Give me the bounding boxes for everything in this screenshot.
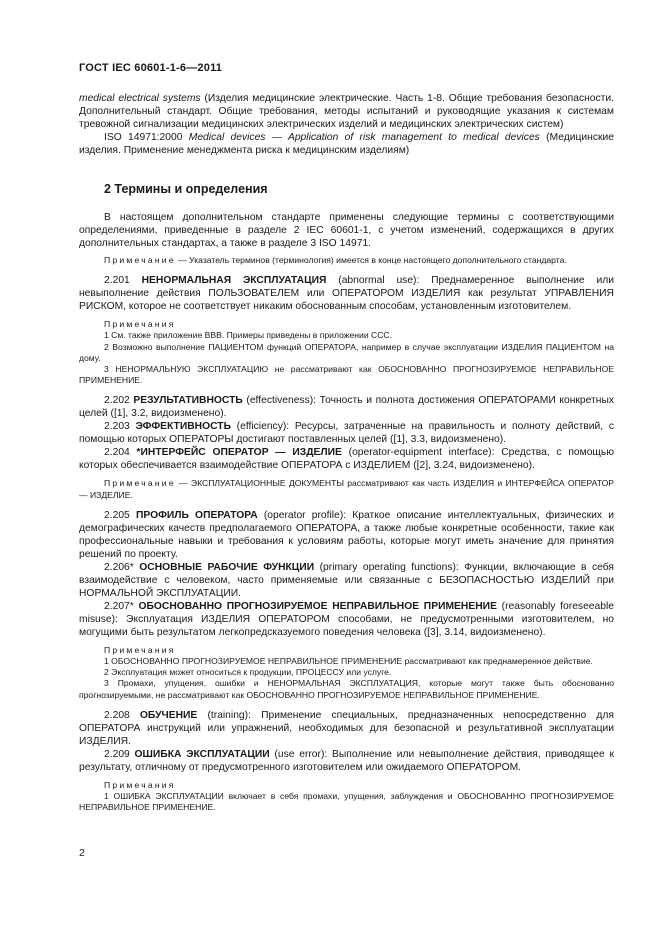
note-item: 2 Возможно выполнение ПАЦИЕНТОМ функций ОПЕРАТОРА, например в случае эксплуатации ИЗДЕЛИЯ ПАЦИЕНТОМ на дому. [79, 341, 614, 363]
term-2-204: 2.204 *ИНТЕРФЕЙС ОПЕРАТОР — ИЗДЕЛИЕ (operator-equipment interface): Средства, с помощью которых обеспечивается взаимодействие ОПЕРАТОРА с ИЗДЕЛИЕМ ([2], 3.24, видоизменено). [79, 447, 614, 472]
term-name: ОСНОВНЫЕ РАБОЧИЕ ФУНКЦИИ [139, 561, 315, 573]
notes-label: Примечания [104, 644, 176, 655]
term-name: РЕЗУЛЬТАТИВНОСТЬ [133, 395, 243, 407]
term-2-201: 2.201 НЕНОРМАЛЬНАЯ ЭКСПЛУАТАЦИЯ (abnormal use): Преднамеренное выполнение или невыполнение действия ПОЛЬЗОВАТЕЛЕМ или ОПЕРАТОРОМ ИЗДЕЛИЯ как результат УПРАВЛЕНИЯ РИСКОМ, которое не соответствует никаким обоснованным способам, установленным изготовителем. [79, 275, 614, 313]
term-name: НЕНОРМАЛЬНАЯ ЭКСПЛУАТАЦИЯ [141, 275, 327, 287]
term-2-203: 2.203 ЭФФЕКТИВНОСТЬ (efficiency): Ресурсы, затраченные на правильность и полноту действий, с помощью которых ОПЕРАТОРЫ достигают поставленных целей ([1], 3.3, видоизменено). [79, 421, 614, 446]
note-item: 2 Эксплуатация может относиться к продукции, ПРОЦЕССУ или услуге. [104, 667, 392, 678]
term-name: ОБОСНОВАННО ПРОГНОЗИРУЕМОЕ НЕПРАВИЛЬНОЕ ПРИМЕНЕНИЕ [138, 600, 497, 612]
reference-iec-60601-1-8: medical electrical systems (Изделия медицинские электрические. Часть 1-8. Общие требования безопасности. Дополнительный стандарт. Общие требования, методы испытаний и руководящие указания к системам тревожной сигнализации медицинских электрических изделий и медицинских электрических систем) [79, 93, 614, 130]
term-2-202: 2.202 РЕЗУЛЬТАТИВНОСТЬ (effectiveness): Точность и полнота достижения ОПЕРАТОРАМИ конкретных целей ([1], 3.2, видоизменено). [79, 395, 614, 420]
term-2-208: 2.208 ОБУЧЕНИЕ (training): Применение специальных, предназначенных непосредственно для ОПЕРАТОРА инструкций или упражнений, необходимых для безопасной и результативной эксплуатации ИЗДЕЛИЯ. [79, 709, 614, 747]
term-2-209: 2.209 ОШИБКА ЭКСПЛУАТАЦИИ (use error): Выполнение или невыполнение действия, приводящее к результату, отличному от предусмотренного изготовителем или ожидаемого ОПЕРАТОРОМ. [79, 748, 615, 773]
standard-header: ГОСТ IEC 60601-1-6—2011 [79, 62, 223, 74]
term-2-205: 2.205 ПРОФИЛЬ ОПЕРАТОРА (operator profile): Краткое описание интеллектуальных, физических и демографических качеств предполагаемого ОПЕРАТОРА, а также любые конкретные особенности, такие как профессиональные навыки и требования к условиям работы, которые могут иметь значение для принятия решений по проекту. [79, 509, 614, 560]
term-name: ЭФФЕКТИВНОСТЬ [135, 421, 231, 433]
section-title: 2 Термины и определения [104, 182, 268, 196]
notes-label: Примечания [104, 779, 176, 790]
note-item: 1 См. также приложение ВВВ. Примеры приведены в приложении ССС. [104, 330, 393, 341]
note-item: 1 ОБОСНОВАННО ПРОГНОЗИРУЕМОЕ НЕПРАВИЛЬНОЕ ПРИМЕНЕНИЕ рассматривают как преднамеренное действие. [104, 656, 593, 667]
term-name: *ИНТЕРФЕЙС ОПЕРАТОР — ИЗДЕЛИЕ [136, 447, 342, 459]
term-name: ОШИБКА ЭКСПЛУАТАЦИИ [134, 748, 270, 760]
note-intro: Примечание — Указатель терминов (терминология) имеется в конце настоящего дополнительного стандарта. [104, 255, 567, 265]
page-number: 2 [79, 847, 85, 859]
page-content [79, 92, 614, 813]
term-2-207: 2.207* ОБОСНОВАННО ПРОГНОЗИРУЕМОЕ НЕПРАВИЛЬНОЕ ПРИМЕНЕНИЕ (reasonably foreseeable misuse): Эксплуатация ИЗДЕЛИЯ ОПЕРАТОРОМ способами, не предусмотренными изготовителем, но могущими быть результатом легкопредсказуемого поведения человека ([3], 3.14, видоизменено). [79, 600, 614, 638]
term-name: ОБУЧЕНИЕ [139, 709, 198, 721]
notes-label: Примечания [104, 319, 176, 330]
note-2-204: Примечание — ЭКСПЛУАТАЦИОННЫЕ ДОКУМЕНТЫ рассматривают как часть ИЗДЕЛИЯ и ИНТЕРФЕЙСА ОПЕРАТОР — ИЗДЕЛИЕ. [79, 478, 614, 500]
note-item: 3 НЕНОРМАЛЬНУЮ ЭКСПЛУАТАЦИЮ не рассматривают как ОБОСНОВАННО ПРОГНОЗИРУЕМОЕ НЕПРАВИЛЬНОЕ ПРИМЕНЕНИЕ. [79, 364, 614, 386]
term-2-206: 2.206* ОСНОВНЫЕ РАБОЧИЕ ФУНКЦИИ (primary operating functions): Функции, включающие в себя взаимодействие с человеком, часто применяемые или связанные с БЕЗОПАСНОСТЬЮ ИЗДЕЛИЙ при НОРМАЛЬНОЙ ЭКСПЛУАТАЦИИ. [79, 561, 614, 599]
term-name: ПРОФИЛЬ ОПЕРАТОРА [135, 509, 258, 521]
note-item: 3 Промахи, упущения, ошибки и НЕНОРМАЛЬНАЯ ЭКСПЛУАТАЦИЯ, которые могут также быть обоснованно прогнозируемыми, не рассматривают как ОБОСНОВАННО ПРОГНОЗИРУЕМОЕ НЕПРАВИЛЬНОЕ ПРИМЕНЕНИЕ. [79, 678, 614, 700]
note-item: 1 ОШИБКА ЭКСПЛУАТАЦИИ включает в себя промахи, упущения, заблуждения и ОБОСНОВАННО ПРОГНОЗИРУЕМОЕ НЕПРАВИЛЬНОЕ ПРИМЕНЕНИЕ. [79, 791, 614, 813]
section-intro: В настоящем дополнительном стандарте применены следующие термины с соответствующими определениями, приведенные в разделе 2 IEC 60601-1, с учетом изменений, содержащихся в других дополнительных стандартах, а также в разделе 3 ISO 14971. [79, 212, 614, 249]
reference-title-italic: Medical devices — Application of risk management to medical devices [188, 132, 540, 143]
reference-iso-14971: ISO 14971:2000 Medical devices — Application of risk management to medical devices (Медицинские изделия. Применение менеджмента риска к медицинским изделиям) [79, 132, 614, 156]
reference-title-italic: medical electrical systems [79, 93, 201, 104]
